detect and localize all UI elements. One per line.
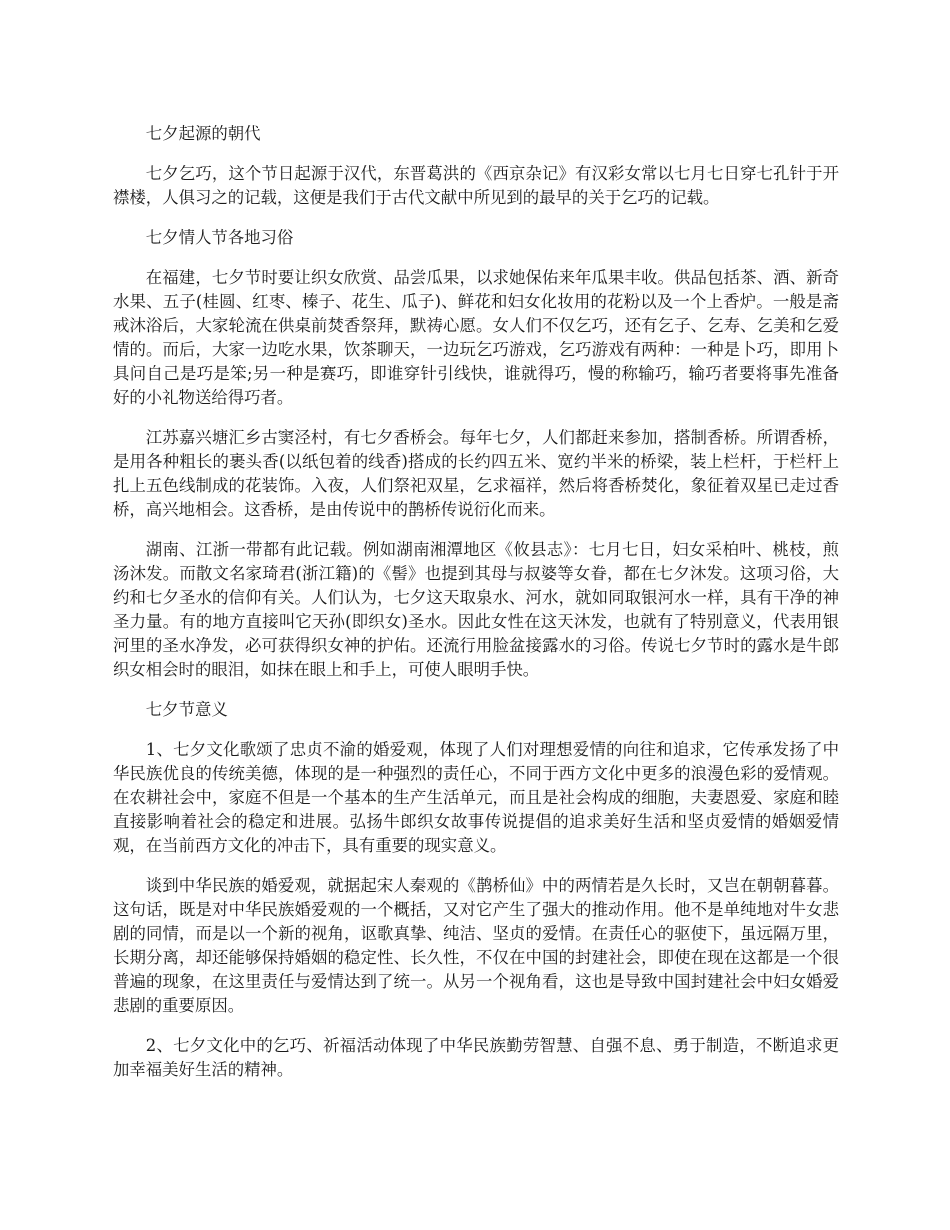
document-body — [113, 122, 839, 1098]
section-heading-meaning: 七夕节意义 — [145, 700, 228, 719]
paragraph: 江苏嘉兴塘汇乡古窦泾村，有七夕香桥会。每年七夕，人们都赶来参加，搭制香桥。所谓香桥，是用各种粗长的裹头香(以纸包着的线香)搭成的长约四五米、宽约半米的桥梁，装上栏杆，于栏杆上扎上五色线制成的花装饰。入夜，人们祭祀双星，乞求福祥，然后将香桥焚化，象征着双星已走过香桥，高兴地相会。这香桥，是由传说中的鹊桥传说衍化而来。 — [113, 428, 839, 519]
paragraph: 湖南、江浙一带都有此记载。例如湖南湘潭地区《攸县志》：七月七日，妇女采柏叶、桃枝，煎汤沐发。而散文名家琦君(浙江籍)的《髻》也提到其母与叔婆等女眷，都在七夕沐发。这项习俗，大约和七夕圣水的信仰有关。人们认为，七夕这天取泉水、河水，就如同取银河水一样，具有干净的神圣力量。有的地方直接叫它天孙(即织女)圣水。因此女性在这天沐发，也就有了特别意义，代表用银河里的圣水净发，必可获得织女神的护佑。还流行用脸盆接露水的习俗。传说七夕节时的露水是牛郎织女相会时的眼泪，如抹在眼上和手上，可使人眼明手快。 — [113, 540, 839, 679]
paragraph: 七夕乞巧，这个节日起源于汉代，东晋葛洪的《西京杂记》有汉彩女常以七月七日穿七孔针于开襟楼，人俱习之的记载，这便是我们于古代文献中所见到的最早的关于乞巧的记载。 — [113, 164, 839, 207]
paragraph: 谈到中华民族的婚爱观，就据起宋人秦观的《鹊桥仙》中的两情若是久长时，又岂在朝朝暮暮。这句话，既是对中华民族婚爱观的一个概括，又对它产生了强大的推动作用。他不是单纯地对牛女悲剧的同情，而是以一个新的视角，讴歌真挚、纯洁、坚贞的爱情。在责任心的驱使下，虽远隔万里，长期分离，却还能够保持婚姻的稳定性、长久性，不仅在中国的封建社会，即使在现在这都是一个很普遍的现象，在这里责任与爱情达到了统一。从另一个视角看，这也是导致中国封建社会中妇女婚爱悲剧的重要原因。 — [113, 876, 839, 1015]
paragraph: 2、七夕文化中的乞巧、祈福活动体现了中华民族勤劳智慧、自强不息、勇于制造，不断追求更加幸福美好生活的精神。 — [113, 1036, 839, 1079]
section-heading-customs: 七夕情人节各地习俗 — [145, 228, 294, 247]
paragraph: 在福建，七夕节时要让织女欣赏、品尝瓜果，以求她保佑来年瓜果丰收。供品包括茶、酒、新奇水果、五子(桂圆、红枣、榛子、花生、瓜子)、鲜花和妇女化妆用的花粉以及一个上香炉。一般是斋戒沐浴后，大家轮流在供桌前焚香祭拜，默祷心愿。女人们不仅乞巧，还有乞子、乞寿、乞美和乞爱情的。而后，大家一边吃水果，饮茶聊天，一边玩乞巧游戏，乞巧游戏有两种：一种是卜巧，即用卜具问自己是巧是笨;另一种是赛巧，即谁穿针引线快，谁就得巧，慢的称输巧，输巧者要将事先准备好的小礼物送给得巧者。 — [113, 268, 839, 407]
section-heading-origin: 七夕起源的朝代 — [145, 124, 261, 143]
paragraph: 1、七夕文化歌颂了忠贞不渝的婚爱观，体现了人们对理想爱情的向往和追求，它传承发扬了中华民族优良的传统美德，体现的是一种强烈的责任心，不同于西方文化中更多的浪漫色彩的爱情观。在农耕社会中，家庭不但是一个基本的生产生活单元，而且是社会构成的细胞，夫妻恩爱、家庭和睦直接影响着社会的稳定和进展。弘扬牛郎织女故事传说提倡的追求美好生活和坚贞爱情的婚姻爱情观，在当前西方文化的冲击下，具有重要的现实意义。 — [113, 740, 839, 855]
